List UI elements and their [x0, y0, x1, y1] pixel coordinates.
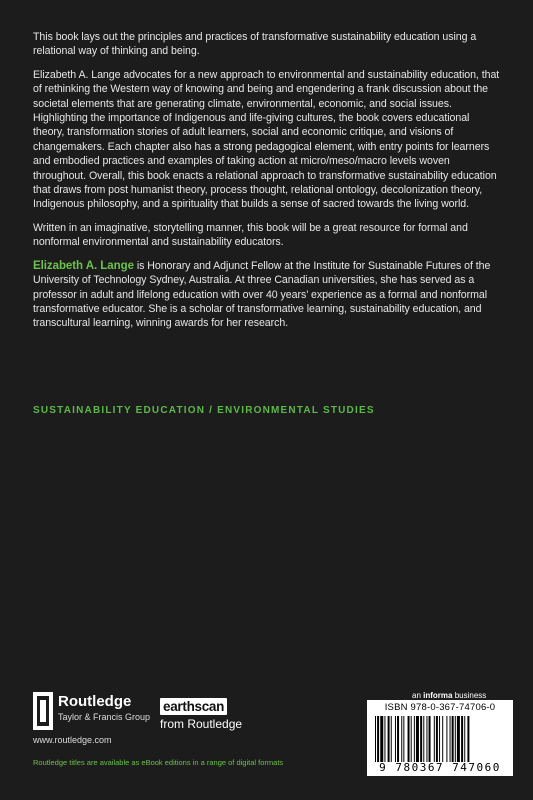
author-bio-text: is Honorary and Adjunct Fellow at the Institute for Sustainable Futures of the University of Technology Sydney, Australia. At three Canadian universities, she has served as a professor in adult and lifelong education with over 40 years’ experience as a formal and nonformal transformative educator. She is a scholar of transformative learning, sustainability education, and transcultural learning, winning awards for her research.: [33, 259, 491, 330]
informa-suffix: business: [452, 691, 487, 700]
author-name: Elizabeth A. Lange: [33, 259, 134, 272]
publisher-group: Taylor & Francis Group: [58, 712, 151, 722]
ebook-note: Routledge titles are available as eBook editions in a range of digital formats: [33, 758, 284, 767]
back-cover-text: [33, 30, 501, 340]
informa-note: [412, 691, 486, 700]
barcode-icon: [375, 716, 507, 762]
intro-paragraph: This book lays out the principles and practices of transformative sustainability education using a relational way of thinking and being.: [33, 31, 477, 58]
author-bio-paragraph: [33, 259, 501, 331]
description-paragraph: Elizabeth A. Lange advocates for a new approach to environmental and sustainability education, that of rethinking the Western way of knowing and being and engendering a frank discussion about the societal elements that are generating climate, environmental, economic, and social issues. Highlighting the importance of Indigenous and life-giving cultures, the book covers educational theory, transformation stories of adult learners, social and economic critique, and visions of changemakers. Each chapter also has a strong pedagogical element, with entry points for learners and embodied practices and examples of taking action at micro/meso/macro levels woven throughout. Overall, this book enacts a relational approach to transformative sustainability education that draws from post humanist theory, process thought, relational ontology, decolonization theory, Indigenous philosophy, and a spirituality that builds a sense of sacred towards the living world.: [33, 68, 500, 211]
isbn-barcode: [367, 700, 513, 776]
informa-word: informa: [423, 691, 453, 700]
routledge-mark-icon: [33, 692, 53, 730]
earthscan-logo: [160, 698, 250, 738]
audience-paragraph: Written in an imaginative, storytelling manner, this book will be a great resource for formal and nonformal environmental and sustainability educators.: [33, 221, 468, 249]
earthscan-box: earthscan: [160, 698, 227, 715]
publisher-url: www.routledge.com: [33, 735, 112, 745]
informa-prefix: an: [412, 691, 424, 700]
barcode-digits: 9 780367 747060: [379, 761, 501, 774]
routledge-logo: [33, 692, 173, 738]
isbn-text: ISBN 978-0-367-74706-0: [384, 702, 496, 713]
publisher-name: Routledge: [58, 693, 132, 710]
subject-category: SUSTAINABILITY EDUCATION / ENVIRONMENTAL STUDIES: [33, 405, 375, 416]
imprint-from: from Routledge: [160, 717, 243, 731]
footer: [0, 690, 533, 800]
